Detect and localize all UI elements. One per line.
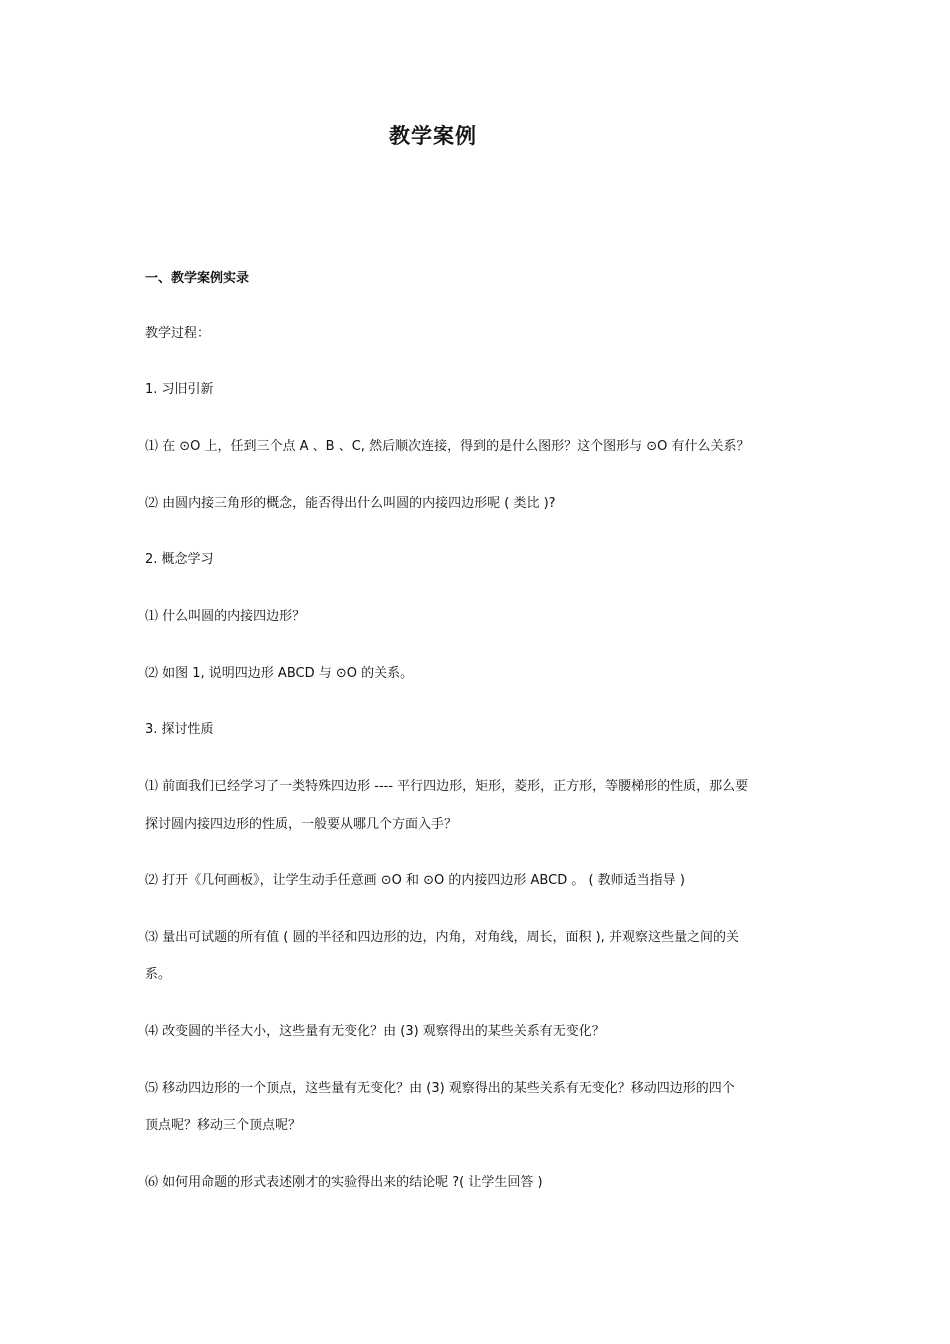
paragraph-line: 探讨圆内接四边形的性质，一般要从哪几个方面入手？ [145, 817, 458, 832]
paragraph-line: ⑴ 什么叫圆的内接四边形？ [145, 609, 306, 624]
section-heading: 一、教学案例实录 [145, 271, 250, 286]
paragraph-line: ⑵ 如图 1, 说明四边形 ABCD 与 ⊙O 的关系。 [145, 666, 414, 681]
paragraph-line: ⑷ 改变圆的半径大小，这些量有无变化？由 (3) 观察得出的某些关系有无变化？ [145, 1024, 605, 1039]
paragraph-line: 教学过程： [145, 326, 211, 341]
paragraph-line: ⑵ 打开《几何画板》，让学生动手任意画 ⊙O 和 ⊙O 的内接四边形 ABCD 。 ( 教师适当指导 ) [145, 873, 685, 888]
paragraph-line: 1. 习旧引新 [145, 382, 214, 397]
paragraph-line: ⑵ 由圆内接三角形的概念，能否得出什么叫圆的内接四边形呢 ( 类比 )? [145, 496, 556, 511]
paragraph-line: ⑴ 在 ⊙O 上，任到三个点 A 、B 、C, 然后顺次连接，得到的是什么图形？这个图形与 ⊙O 有什么关系？ [145, 439, 750, 454]
paragraph-line: 2. 概念学习 [145, 552, 214, 567]
paragraph-line: ⑴ 前面我们已经学习了一类特殊四边形 ---- 平行四边形，矩形，菱形，正方形，等腰梯形的性质，那么要 [145, 779, 749, 794]
paragraph-line: 顶点呢？移动三个顶点呢？ [145, 1118, 302, 1133]
document-title: 教学案例 [389, 124, 477, 148]
paragraph-line: 3. 探讨性质 [145, 722, 214, 737]
paragraph-line: 系。 [145, 967, 172, 982]
paragraph-line: ⑹ 如何用命题的形式表述刚才的实验得出来的结论呢 ?( 让学生回答 ) [145, 1175, 543, 1190]
paragraph-line: ⑸ 移动四边形的一个顶点，这些量有无变化？由 (3) 观察得出的某些关系有无变化？移动四边形的四个 [145, 1081, 735, 1096]
paragraph-line: ⑶ 量出可试题的所有值 ( 圆的半径和四边形的边，内角，对角线，周长，面积 ), 并观察这些量之间的关 [145, 930, 739, 945]
